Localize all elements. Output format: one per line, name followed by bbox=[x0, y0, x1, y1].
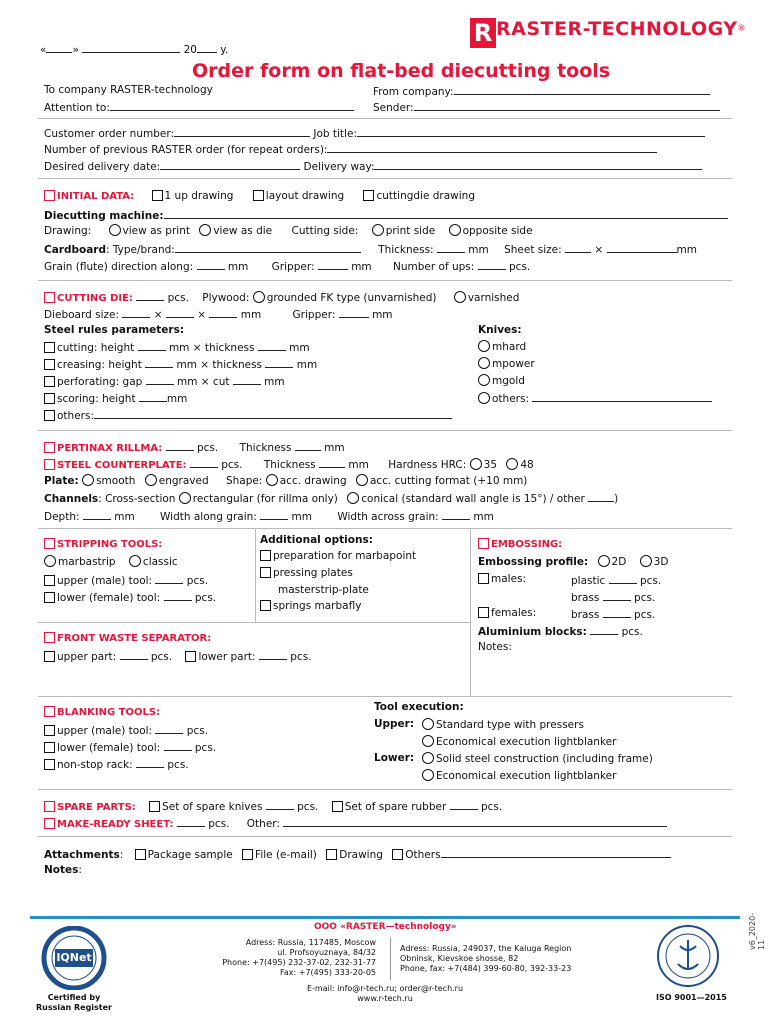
gripper-field[interactable] bbox=[318, 259, 348, 270]
brass-female-row: brass pcs. bbox=[571, 609, 656, 621]
dieboard-row: Dieboard size: × × mm Gripper: mm bbox=[44, 309, 393, 321]
option-masterstrip: masterstrip-plate bbox=[278, 584, 369, 596]
grain-row: Grain (flute) direction along: mm Gripper: mm Number of ups: pcs. bbox=[44, 261, 531, 273]
divider bbox=[38, 836, 732, 837]
divider bbox=[38, 622, 470, 623]
depth-row: Depth: mm Width along grain: mm Width across grain: mm bbox=[44, 511, 494, 523]
males-checkbox[interactable] bbox=[478, 573, 489, 584]
from-company-row: From company: bbox=[373, 84, 710, 98]
delivery-date-field[interactable] bbox=[160, 159, 300, 170]
notes-row: Notes: bbox=[44, 864, 82, 876]
profile-3d-radio[interactable] bbox=[640, 555, 652, 567]
knife-mgold: mgold bbox=[478, 374, 525, 387]
smooth-radio[interactable] bbox=[82, 474, 94, 486]
customer-order-field[interactable] bbox=[174, 126, 310, 137]
machine-field[interactable] bbox=[164, 208, 728, 219]
stripping-checkbox[interactable] bbox=[44, 538, 55, 549]
rule-others-checkbox[interactable] bbox=[44, 410, 55, 421]
spare-rubber-field[interactable] bbox=[450, 799, 478, 810]
number-ups-field[interactable] bbox=[478, 259, 506, 270]
mgold-radio[interactable] bbox=[478, 374, 490, 386]
embossing-heading: EMBOSSING: bbox=[478, 538, 562, 550]
front-waste-heading: FRONT WASTE SEPARATOR: bbox=[44, 632, 211, 644]
up-drawing-checkbox[interactable] bbox=[152, 190, 163, 201]
address-obninsk: Adress: Russia, 249037, the Kaluga Region Obninsk, Kievskoe shosse, 82 Phone, fax: +7(484) 399-60-80, 392-33-23 bbox=[400, 944, 572, 973]
divider bbox=[470, 528, 471, 696]
contact-web bbox=[250, 984, 520, 1004]
embossing-notes: Notes: bbox=[478, 641, 512, 653]
stripping-lower-field[interactable] bbox=[164, 590, 192, 601]
option-marbapoint: preparation for marbapoint bbox=[260, 550, 416, 562]
embossing-profile-row: Embossing profile: 2D 3D bbox=[478, 556, 669, 568]
profile-2d-radio[interactable] bbox=[598, 555, 610, 567]
economical-upper-radio[interactable] bbox=[422, 735, 434, 747]
perforating-gap-field[interactable] bbox=[146, 374, 174, 385]
blanking-heading: BLANKING TOOLS: bbox=[44, 706, 160, 718]
front-waste-row: upper part: pcs. lower part: pcs. bbox=[44, 649, 312, 663]
iso-text: ISO 9001—2015 bbox=[656, 993, 727, 1002]
attach-others-field[interactable] bbox=[441, 847, 671, 858]
other-field[interactable] bbox=[283, 816, 667, 827]
delivery-row: Desired delivery date: Delivery way: bbox=[44, 159, 702, 173]
lower-part-checkbox[interactable] bbox=[185, 651, 196, 662]
version-label: v6_2020-11 bbox=[748, 912, 766, 950]
divider bbox=[38, 789, 732, 790]
drawing-row: Drawing: view as print view as die Cutting side: print side opposite side bbox=[44, 225, 533, 237]
blanking-lower-row: lower (female) tool: pcs. bbox=[44, 740, 216, 754]
upper-part-field[interactable] bbox=[120, 649, 148, 660]
marbastrip-radio[interactable] bbox=[44, 555, 56, 567]
grain-field[interactable] bbox=[197, 259, 225, 270]
creasing-height-field[interactable] bbox=[145, 357, 173, 368]
exec-economical-lower: Economical execution lightblanker bbox=[422, 769, 616, 782]
cutting-die-row: CUTTING DIE: pcs. Plywood: grounded FK type (unvarnished) varnished bbox=[44, 290, 519, 304]
lower-label: Lower: bbox=[374, 752, 415, 764]
perforating-cut-field[interactable] bbox=[233, 374, 261, 385]
divider bbox=[38, 696, 732, 697]
hrc-35-radio[interactable] bbox=[470, 458, 482, 470]
others-checkbox[interactable] bbox=[392, 849, 403, 860]
pertinax-row: PERTINAX RILLMA: pcs. Thickness mm bbox=[44, 440, 345, 454]
view-print-radio[interactable] bbox=[109, 224, 121, 236]
spare-rubber-checkbox[interactable] bbox=[332, 801, 343, 812]
tool-execution-label: Tool execution: bbox=[374, 701, 464, 713]
exec-solid: Solid steel construction (including frame) bbox=[422, 752, 653, 765]
divider bbox=[38, 430, 732, 431]
thickness-field[interactable] bbox=[437, 242, 465, 253]
footer-divider-vertical bbox=[390, 938, 391, 980]
knife-others: others: bbox=[478, 391, 712, 405]
creasing-thickness-field[interactable] bbox=[265, 357, 293, 368]
cutting-die-checkbox[interactable] bbox=[44, 292, 55, 303]
perforating-checkbox[interactable] bbox=[44, 376, 55, 387]
blanking-upper-checkbox[interactable] bbox=[44, 725, 55, 736]
females-row: females: bbox=[478, 607, 536, 619]
additional-options-label: Additional options: bbox=[260, 534, 373, 546]
scoring-row: scoring: height mm bbox=[44, 391, 187, 405]
pertinax-thickness-field[interactable] bbox=[295, 440, 321, 451]
conical-radio[interactable] bbox=[347, 492, 359, 504]
spare-parts-checkbox[interactable] bbox=[44, 801, 55, 812]
print-side-radio[interactable] bbox=[372, 224, 384, 236]
hrc-48-radio[interactable] bbox=[506, 458, 518, 470]
standard-radio[interactable] bbox=[422, 718, 434, 730]
plate-row: Plate: smooth engraved Shape: acc. drawing acc. cutting format (+10 mm) bbox=[44, 475, 528, 487]
date-month-field[interactable] bbox=[82, 42, 180, 53]
stripping-upper-row: upper (male) tool: pcs. bbox=[44, 573, 208, 587]
date-day-field[interactable] bbox=[46, 42, 72, 53]
initial-data-checkbox[interactable] bbox=[44, 190, 55, 201]
engraved-radio[interactable] bbox=[145, 474, 157, 486]
attention-field[interactable] bbox=[110, 100, 354, 111]
other-angle-field[interactable] bbox=[588, 491, 614, 502]
cardboard-row: Cardboard: Type/brand: Thickness: mm Sheet size: × mm bbox=[44, 244, 697, 256]
divider bbox=[38, 280, 732, 281]
knife-others-radio[interactable] bbox=[478, 392, 490, 404]
mhard-radio[interactable] bbox=[478, 340, 490, 352]
males-row: males: bbox=[478, 573, 526, 585]
attachments-row: Attachments: Package sample File (e-mail) Drawing Others bbox=[44, 847, 671, 861]
page-title: Order form on flat-bed diecutting tools bbox=[192, 60, 611, 82]
logo-text: RASTER-TECHNOLOGY bbox=[496, 18, 738, 40]
females-checkbox[interactable] bbox=[478, 607, 489, 618]
email-link[interactable]: E-mail: info@r-tech.ru; order@r-tech.ru bbox=[306, 984, 464, 993]
dieboard-b-field[interactable] bbox=[166, 307, 194, 318]
plastic-row: plastic pcs. bbox=[571, 575, 662, 587]
stripping-upper-field[interactable] bbox=[155, 573, 183, 584]
creasing-row: creasing: height mm × thickness mm bbox=[44, 357, 317, 371]
cuttingdie-drawing-checkbox[interactable] bbox=[363, 190, 374, 201]
width-along-field[interactable] bbox=[260, 509, 288, 520]
web-link[interactable]: www.r-tech.ru bbox=[357, 994, 413, 1003]
blanking-lower-field[interactable] bbox=[164, 740, 192, 751]
dieboard-a-field[interactable] bbox=[122, 307, 150, 318]
pertinax-checkbox[interactable] bbox=[44, 442, 55, 453]
rule-others-row: others: bbox=[44, 408, 452, 422]
upper-part-checkbox[interactable] bbox=[44, 651, 55, 662]
certified-text: Certified by Russian Register bbox=[35, 993, 112, 1012]
date-line: « » 20 y. bbox=[40, 44, 229, 56]
nonstop-checkbox[interactable] bbox=[44, 759, 55, 770]
steel-rules-label: Steel rules parameters: bbox=[44, 324, 185, 336]
layout-drawing-checkbox[interactable] bbox=[253, 190, 264, 201]
nonstop-field[interactable] bbox=[136, 757, 164, 768]
divider bbox=[38, 528, 732, 529]
brass-male-row: brass pcs. bbox=[571, 592, 656, 604]
embossing-checkbox[interactable] bbox=[478, 538, 489, 549]
machine-row: Diecutting machine: bbox=[44, 208, 728, 222]
springs-checkbox[interactable] bbox=[260, 600, 271, 611]
divider bbox=[38, 178, 732, 179]
scoring-checkbox[interactable] bbox=[44, 393, 55, 404]
sender-row: Sender: bbox=[373, 100, 720, 114]
opposite-side-radio[interactable] bbox=[449, 224, 461, 236]
pertinax-pcs-field[interactable] bbox=[166, 440, 194, 451]
logo: R RASTER-TECHNOLOGY® bbox=[470, 18, 746, 48]
knife-mpower: mpower bbox=[478, 357, 535, 370]
file-email-checkbox[interactable] bbox=[242, 849, 253, 860]
spare-knives-field[interactable] bbox=[266, 799, 294, 810]
width-across-field[interactable] bbox=[442, 509, 470, 520]
stripping-heading: STRIPPING TOOLS: bbox=[44, 538, 162, 550]
sheet-width-field[interactable] bbox=[565, 242, 591, 253]
attention-row: Attention to: bbox=[44, 100, 354, 114]
logo-mark-icon: R bbox=[470, 18, 496, 48]
iqnet-text: IQNet bbox=[56, 951, 92, 964]
solid-radio[interactable] bbox=[422, 752, 434, 764]
type-brand-field[interactable] bbox=[175, 242, 361, 253]
initial-data-row: INITIAL DATA: 1 up drawing layout drawing cuttingdie drawing bbox=[44, 190, 475, 202]
economical-lower-radio[interactable] bbox=[422, 769, 434, 781]
blanking-upper-row: upper (male) tool: pcs. bbox=[44, 723, 208, 737]
marbapoint-checkbox[interactable] bbox=[260, 550, 271, 561]
pressing-plates-checkbox[interactable] bbox=[260, 567, 271, 578]
rectangular-radio[interactable] bbox=[179, 492, 191, 504]
iso-seal-icon bbox=[656, 924, 720, 988]
from-company-field[interactable] bbox=[454, 84, 710, 95]
cutting-height-field[interactable] bbox=[138, 340, 166, 351]
knife-others-field[interactable] bbox=[532, 391, 712, 402]
aluminium-field[interactable] bbox=[590, 624, 618, 635]
cutting-height-row: cutting: height mm × thickness mm bbox=[44, 340, 310, 354]
divider bbox=[255, 528, 256, 622]
nonstop-row: non-stop rack: pcs. bbox=[44, 757, 189, 771]
counterplate-thickness-field[interactable] bbox=[319, 457, 345, 468]
front-waste-checkbox[interactable] bbox=[44, 632, 55, 643]
delivery-way-field[interactable] bbox=[374, 159, 702, 170]
sender-field[interactable] bbox=[414, 100, 720, 111]
spare-parts-row: SPARE PARTS: Set of spare knives pcs. Set of spare rubber pcs. bbox=[44, 799, 502, 813]
view-die-radio[interactable] bbox=[199, 224, 211, 236]
counterplate-row: STEEL COUNTERPLATE: pcs. Thickness mm Hardness HRC: 35 48 bbox=[44, 457, 534, 471]
lower-part-field[interactable] bbox=[259, 649, 287, 660]
previous-order-field[interactable] bbox=[327, 142, 657, 153]
knife-mhard: mhard bbox=[478, 340, 526, 353]
scoring-height-field[interactable] bbox=[139, 391, 167, 402]
plastic-field[interactable] bbox=[609, 573, 637, 584]
option-pressing: pressing plates bbox=[260, 567, 353, 579]
exec-economical-upper: Economical execution lightblanker bbox=[422, 735, 616, 748]
counterplate-checkbox[interactable] bbox=[44, 459, 55, 470]
option-springs: springs marbafly bbox=[260, 600, 361, 612]
cutting-height-checkbox[interactable] bbox=[44, 342, 55, 353]
acc-format-radio[interactable] bbox=[356, 474, 368, 486]
exec-standard: Standard type with pressers bbox=[422, 718, 584, 731]
blanking-checkbox[interactable] bbox=[44, 706, 55, 717]
brass-male-field[interactable] bbox=[603, 590, 631, 601]
spare-knives-checkbox[interactable] bbox=[149, 801, 160, 812]
upper-label: Upper: bbox=[374, 718, 415, 730]
to-company: To company RASTER-technology bbox=[44, 84, 213, 96]
makeready-checkbox[interactable] bbox=[44, 818, 55, 829]
stripping-lower-row: lower (female) tool: pcs. bbox=[44, 590, 216, 604]
stripping-lower-checkbox[interactable] bbox=[44, 592, 55, 603]
rule-others-field[interactable] bbox=[94, 408, 452, 419]
acc-drawing-radio[interactable] bbox=[266, 474, 278, 486]
counterplate-pcs-field[interactable] bbox=[190, 457, 218, 468]
drawing-checkbox[interactable] bbox=[326, 849, 337, 860]
stripping-type-row: marbastrip classic bbox=[44, 555, 178, 568]
stripping-upper-checkbox[interactable] bbox=[44, 575, 55, 586]
sheet-height-field[interactable] bbox=[607, 242, 677, 253]
footer-divider bbox=[30, 916, 740, 919]
aluminium-row: Aluminium blocks: pcs. bbox=[478, 626, 643, 638]
package-sample-checkbox[interactable] bbox=[135, 849, 146, 860]
grounded-radio[interactable] bbox=[253, 291, 265, 303]
iqnet-seal bbox=[36, 926, 112, 990]
creasing-checkbox[interactable] bbox=[44, 359, 55, 370]
varnished-radio[interactable] bbox=[454, 291, 466, 303]
dieboard-c-field[interactable] bbox=[209, 307, 237, 318]
classic-radio[interactable] bbox=[129, 555, 141, 567]
makeready-row: MAKE-READY SHEET: pcs. Other: bbox=[44, 816, 667, 830]
divider bbox=[38, 118, 732, 119]
blanking-upper-field[interactable] bbox=[155, 723, 183, 734]
makeready-field[interactable] bbox=[177, 816, 205, 827]
customer-order-row: Customer order number: Job title: bbox=[44, 126, 705, 140]
depth-field[interactable] bbox=[83, 509, 111, 520]
channels-row: Channels: Cross-section rectangular (for rillma only) conical (standard wall angle is 15°) / other ) bbox=[44, 493, 619, 505]
date-year-field[interactable] bbox=[197, 42, 217, 53]
knives-label: Knives: bbox=[478, 324, 522, 336]
die-gripper-field[interactable] bbox=[339, 307, 369, 318]
footer-company: OOO «RASTER—technology» bbox=[314, 922, 457, 932]
cutting-thickness-field[interactable] bbox=[258, 340, 286, 351]
brass-female-field[interactable] bbox=[603, 607, 631, 618]
iso-seal bbox=[656, 924, 720, 988]
address-moscow: Adress: Russia, 117485, Moscow ul. Profsoyuznaya, 84/32 Phone: +7(495) 232-37-02, 232-31-77 Fax: +7(495) 333-20-05 bbox=[222, 938, 376, 977]
cutting-die-pcs-field[interactable] bbox=[136, 290, 164, 301]
job-title-field[interactable] bbox=[357, 126, 705, 137]
mpower-radio[interactable] bbox=[478, 357, 490, 369]
previous-order-row: Number of previous RASTER order (for repeat orders): bbox=[44, 142, 657, 156]
perforating-row: perforating: gap mm × cut mm bbox=[44, 374, 285, 388]
blanking-lower-checkbox[interactable] bbox=[44, 742, 55, 753]
